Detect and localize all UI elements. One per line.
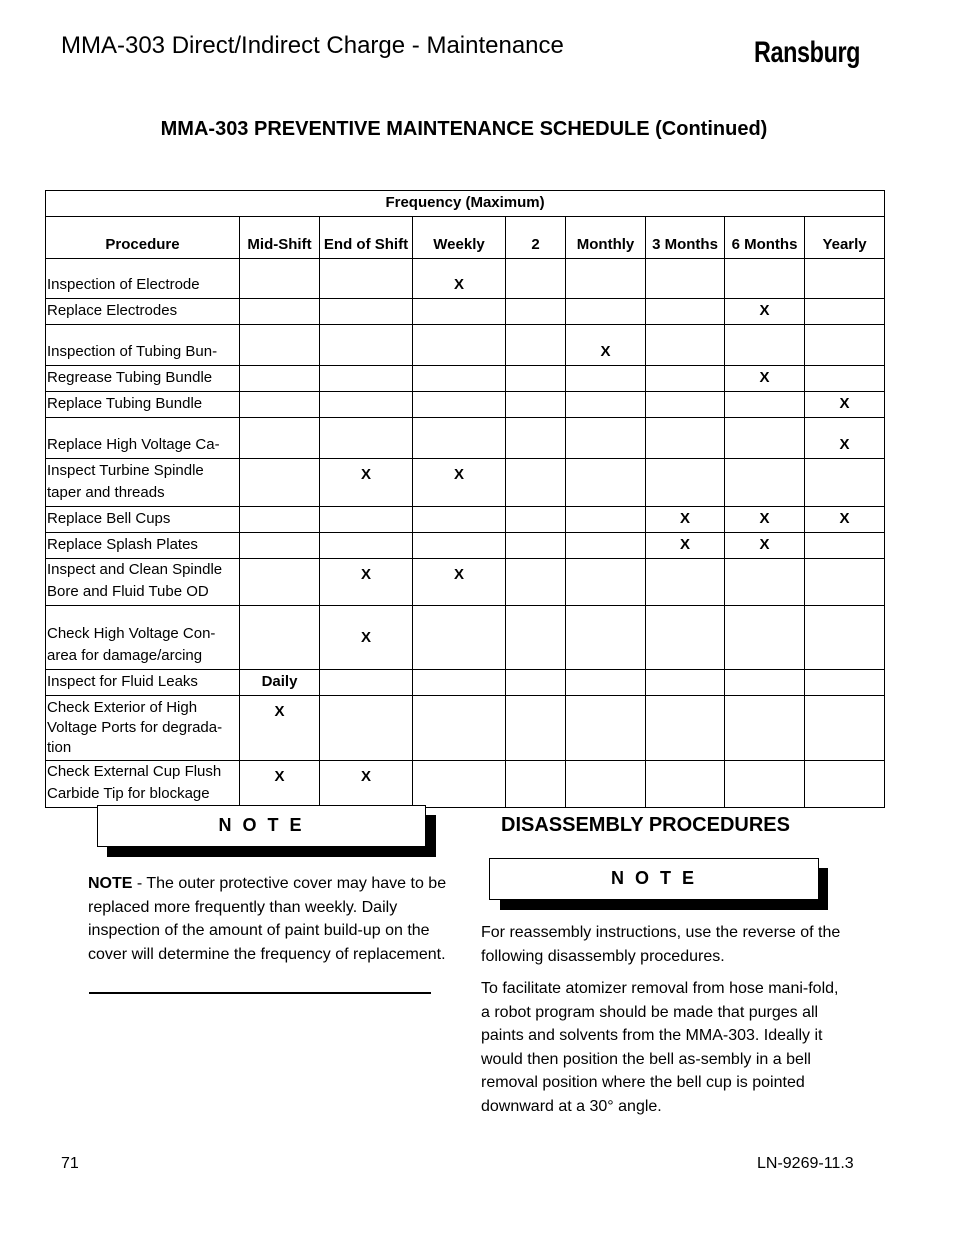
frequency-mark: [566, 459, 646, 507]
frequency-mark: [805, 325, 885, 366]
note-label: N O T E: [218, 815, 305, 835]
frequency-mark: [725, 259, 805, 299]
atomizer-removal-paragraph: To facilitate atomizer removal from hose mani-fold, a robot program should be made that purges all paints and solvents from the MMA-303. Ideally it would then position the bell as-sembly in a bell removal position where the bell cup is pointed downward at a 30° angle.: [481, 980, 839, 1115]
frequency-mark: X: [320, 761, 413, 808]
frequency-mark: [506, 606, 566, 670]
note-paragraph: [88, 872, 448, 966]
frequency-mark: [646, 366, 725, 392]
maintenance-schedule-table: [45, 190, 885, 808]
frequency-mark: [566, 299, 646, 325]
frequency-mark: [725, 761, 805, 808]
frequency-mark: [240, 459, 320, 507]
column-header: Weekly: [413, 217, 506, 259]
frequency-mark: [566, 696, 646, 761]
frequency-mark: X: [320, 559, 413, 606]
procedure-text: area for damage/arcing: [47, 647, 203, 664]
frequency-mark: [805, 606, 885, 670]
frequency-mark: [506, 761, 566, 808]
frequency-mark: [805, 366, 885, 392]
column-header: Monthly: [566, 217, 646, 259]
frequency-mark: [646, 259, 725, 299]
table-row: [46, 670, 885, 696]
frequency-mark: X: [413, 459, 506, 507]
frequency-mark: X: [725, 507, 805, 533]
frequency-mark: [320, 696, 413, 761]
frequency-header: Frequency (Maximum): [46, 191, 885, 217]
frequency-mark: [725, 418, 805, 459]
procedure-cell: [46, 761, 240, 808]
frequency-mark: [506, 670, 566, 696]
table-row: [46, 259, 885, 299]
frequency-mark: [725, 670, 805, 696]
frequency-mark: Daily: [240, 670, 320, 696]
table-row: [46, 507, 885, 533]
frequency-mark: [320, 670, 413, 696]
procedure-cell: [46, 392, 240, 418]
table-row: [46, 533, 885, 559]
procedure-cell: [46, 606, 240, 670]
frequency-mark: X: [240, 761, 320, 808]
frequency-mark: [320, 299, 413, 325]
frequency-mark: [413, 392, 506, 418]
frequency-mark: [413, 299, 506, 325]
frequency-mark: [805, 559, 885, 606]
column-header: End of Shift: [320, 217, 413, 259]
frequency-mark: [240, 507, 320, 533]
frequency-mark: [805, 459, 885, 507]
procedure-text: Replace Splash Plates: [47, 536, 198, 553]
frequency-mark: [646, 670, 725, 696]
column-header: Yearly: [805, 217, 885, 259]
procedure-text: Carbide Tip for blockage: [47, 785, 210, 802]
procedure-cell: [46, 696, 240, 761]
frequency-mark: [805, 299, 885, 325]
frequency-mark: X: [320, 606, 413, 670]
frequency-mark: X: [646, 533, 725, 559]
table-row: [46, 606, 885, 670]
procedure-cell: [46, 259, 240, 299]
frequency-mark: [240, 299, 320, 325]
frequency-mark: [413, 366, 506, 392]
frequency-mark: [320, 507, 413, 533]
frequency-mark: [646, 392, 725, 418]
frequency-mark: X: [413, 559, 506, 606]
disassembly-note-label: N O T E: [610, 868, 697, 888]
procedure-text: Replace Bell Cups: [47, 510, 171, 527]
frequency-mark: [725, 696, 805, 761]
frequency-mark: [320, 392, 413, 418]
disassembly-note-box: [489, 858, 819, 900]
procedure-cell: [46, 559, 240, 606]
reassembly-paragraph: For reassembly instructions, use the reverse of the following disassembly procedures.: [481, 924, 841, 965]
frequency-mark: [413, 507, 506, 533]
frequency-mark: [566, 606, 646, 670]
frequency-mark: [725, 559, 805, 606]
procedure-text: Check High Voltage Con-: [47, 625, 216, 642]
frequency-mark: X: [805, 418, 885, 459]
frequency-mark: X: [725, 533, 805, 559]
procedure-text: Regrease Tubing Bundle: [47, 369, 213, 386]
frequency-mark: [506, 259, 566, 299]
frequency-mark: [805, 533, 885, 559]
procedure-text: Inspect and Clean Spindle: [47, 561, 223, 578]
page-number: 71: [61, 1155, 79, 1172]
frequency-mark: X: [805, 507, 885, 533]
frequency-mark: X: [725, 366, 805, 392]
frequency-mark: [240, 533, 320, 559]
table-row: [46, 459, 885, 507]
frequency-mark: [240, 325, 320, 366]
frequency-mark: [566, 418, 646, 459]
procedure-text: Inspection of Electrode: [47, 276, 200, 293]
frequency-mark: [805, 696, 885, 761]
procedure-text: Check Exterior of High: [47, 699, 198, 716]
procedure-text: Replace Tubing Bundle: [47, 395, 203, 412]
procedure-text: Replace Electrodes: [47, 302, 178, 319]
frequency-mark: [320, 418, 413, 459]
frequency-mark: [413, 533, 506, 559]
schedule-title: MMA-303 PREVENTIVE MAINTENANCE SCHEDULE (Continued): [160, 118, 768, 140]
table-row: [46, 366, 885, 392]
document-title: MMA-303 Direct/Indirect Charge - Maintenance: [61, 32, 564, 59]
frequency-mark: [320, 259, 413, 299]
frequency-mark: X: [805, 392, 885, 418]
frequency-mark: [566, 259, 646, 299]
frequency-mark: [805, 761, 885, 808]
frequency-mark: [725, 325, 805, 366]
frequency-mark: [646, 606, 725, 670]
procedure-text: tion: [47, 739, 72, 756]
column-header: Procedure: [46, 217, 240, 259]
brand-logo: Ransburg: [754, 36, 861, 69]
frequency-mark: [566, 366, 646, 392]
frequency-mark: X: [320, 459, 413, 507]
procedure-cell: [46, 366, 240, 392]
frequency-mark: [566, 761, 646, 808]
procedure-cell: [46, 325, 240, 366]
frequency-mark: X: [646, 507, 725, 533]
frequency-mark: [566, 533, 646, 559]
frequency-mark: [413, 418, 506, 459]
table-row: [46, 418, 885, 459]
frequency-mark: [566, 559, 646, 606]
column-header: 3 Months: [646, 217, 725, 259]
frequency-mark: X: [725, 299, 805, 325]
procedure-text: Inspection of Tubing Bun-: [47, 343, 218, 360]
frequency-mark: [566, 507, 646, 533]
frequency-mark: [506, 507, 566, 533]
frequency-mark: [320, 366, 413, 392]
frequency-mark: [506, 325, 566, 366]
note-bold-lead: NOTE: [88, 875, 133, 892]
note-divider: [89, 992, 431, 994]
frequency-mark: [506, 696, 566, 761]
procedure-text: Check External Cup Flush: [47, 763, 222, 780]
frequency-mark: [725, 392, 805, 418]
procedure-text: Voltage Ports for degrada-: [47, 719, 223, 736]
procedure-cell: [46, 418, 240, 459]
frequency-mark: [646, 459, 725, 507]
frequency-mark: [646, 325, 725, 366]
table-row: [46, 325, 885, 366]
frequency-mark: [240, 366, 320, 392]
frequency-mark: [413, 325, 506, 366]
frequency-mark: [506, 559, 566, 606]
procedure-text: Bore and Fluid Tube OD: [47, 583, 209, 600]
frequency-mark: [413, 670, 506, 696]
frequency-mark: [506, 418, 566, 459]
note-box: [97, 805, 426, 847]
procedure-text: taper and threads: [47, 484, 165, 501]
frequency-mark: [240, 392, 320, 418]
disassembly-title: DISASSEMBLY PROCEDURES: [501, 814, 790, 836]
frequency-mark: [725, 459, 805, 507]
frequency-mark: [646, 761, 725, 808]
frequency-mark: [506, 459, 566, 507]
frequency-mark: [506, 366, 566, 392]
frequency-mark: [240, 259, 320, 299]
procedure-cell: [46, 507, 240, 533]
frequency-mark: [805, 670, 885, 696]
column-header: 6 Months: [725, 217, 805, 259]
frequency-mark: [240, 606, 320, 670]
table-row: [46, 392, 885, 418]
frequency-mark: X: [240, 696, 320, 761]
frequency-mark: [320, 325, 413, 366]
procedure-cell: [46, 670, 240, 696]
procedure-text: Inspect for Fluid Leaks: [47, 673, 198, 690]
table-row: [46, 559, 885, 606]
frequency-mark: [646, 559, 725, 606]
procedure-text: Inspect Turbine Spindle: [47, 462, 204, 479]
frequency-mark: [506, 392, 566, 418]
frequency-mark: [240, 418, 320, 459]
frequency-mark: [805, 259, 885, 299]
document-number: LN-9269-11.3: [757, 1155, 854, 1172]
procedure-cell: [46, 299, 240, 325]
frequency-mark: [413, 606, 506, 670]
frequency-mark: [320, 533, 413, 559]
frequency-mark: [646, 299, 725, 325]
column-header: Mid-Shift: [240, 217, 320, 259]
frequency-mark: [566, 670, 646, 696]
frequency-mark: [506, 533, 566, 559]
frequency-mark: [646, 418, 725, 459]
frequency-mark: [506, 299, 566, 325]
procedure-cell: [46, 533, 240, 559]
frequency-mark: [413, 696, 506, 761]
note-text: - The outer protective cover may have to be replaced more frequently than weekly. Daily inspection of the amount of paint build-up on the cover will determine the frequency of replacement.: [88, 875, 447, 963]
table-row: [46, 761, 885, 808]
frequency-mark: [240, 559, 320, 606]
table-row: [46, 696, 885, 761]
frequency-mark: [646, 696, 725, 761]
frequency-mark: [725, 606, 805, 670]
frequency-mark: [566, 392, 646, 418]
procedure-text: Replace High Voltage Ca-: [47, 436, 220, 453]
frequency-mark: [413, 761, 506, 808]
frequency-mark: X: [413, 259, 506, 299]
table-row: [46, 299, 885, 325]
frequency-mark: X: [566, 325, 646, 366]
column-header: 2: [506, 217, 566, 259]
procedure-cell: [46, 459, 240, 507]
